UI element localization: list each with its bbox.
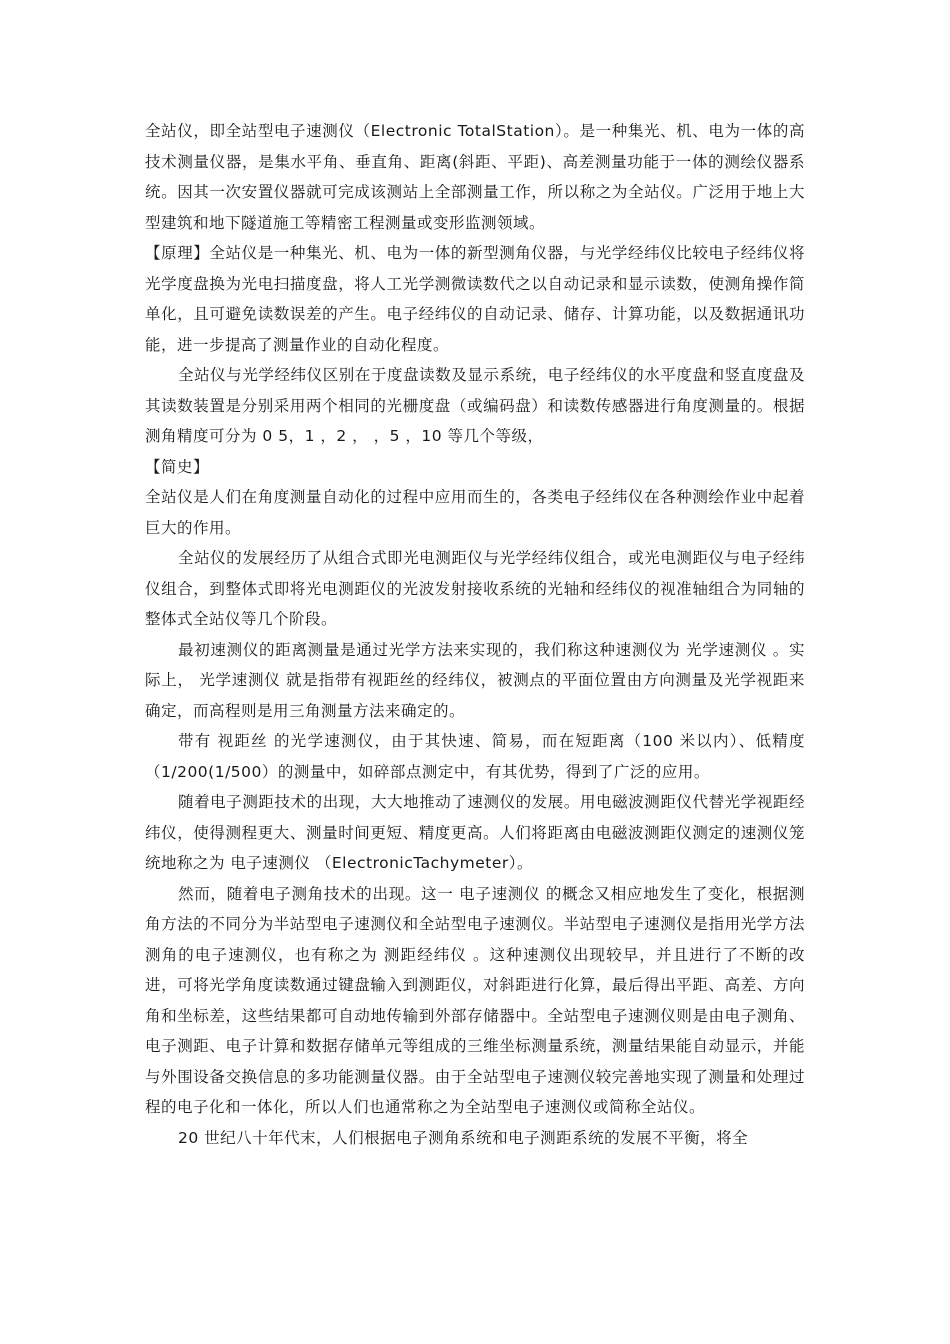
history-paragraph-5: 随着电子测距技术的出现，大大地推动了速测仪的发展。用电磁波测距仪代替光学视距经纬仪，使得测程更大、测量时间更短、精度更高。人们将距离由电磁波测距仪测定的速测仪笼统地称之为 电子速测仪 （ElectronicTachymeter）。 — [145, 793, 805, 872]
history-paragraph-2: 全站仪的发展经历了从组合式即光电测距仪与光学经纬仪组合，或光电测距仪与电子经纬仪组合，到整体式即将光电测距仪的光波发射接收系统的光轴和经纬仪的视准轴组合为同轴的整体式全站仪等几个阶段。 — [145, 549, 805, 628]
history-heading: 【简史】 — [145, 457, 210, 476]
history-paragraph-4: 带有 视距丝 的光学速测仪，由于其快速、简易，而在短距离（100 米以内）、低精度（1/200(1/500）的测量中，如碎部点测定中，有其优势，得到了广泛的应用。 — [145, 732, 805, 781]
document-body — [145, 116, 805, 1153]
history-paragraph-3: 最初速测仪的距离测量是通过光学方法来实现的，我们称这种速测仪为 光学速测仪 。实际上， 光学速测仪 就是指带有视距丝的经纬仪，被测点的平面位置由方向测量及光学视距来确定，而高程则是用三角测量方法来确定的。 — [145, 640, 805, 720]
history-paragraph-7: 20 世纪八十年代末，人们根据电子测角系统和电子测距系统的发展不平衡，将全 — [178, 1128, 749, 1147]
history-paragraph-6: 然而，随着电子测角技术的出现。这一 电子速测仪 的概念又相应地发生了变化，根据测角方法的不同分为半站型电子速测仪和全站型电子速测仪。半站型电子速测仪是指用光学方法测角的电子速测仪，也有称之为 测距经纬仪 。这种速测仪出现较早，并且进行了不断的改进，可将光学角度读数通过键盘输入到测距仪，对斜距进行化算，最后得出平距、高差、方向角和坐标差，这些结果都可自动地传输到外部存储器中。全站型电子速测仪则是由电子测角、电子测距、电子计算和数据存储单元等组成的三维坐标测量系统，测量结果能自动显示，并能与外围设备交换信息的多功能测量仪器。由于全站型电子速测仪较完善地实现了测量和处理过程的电子化和一体化，所以人们也通常称之为全站型电子速测仪或简称全站仪。 — [145, 884, 805, 1116]
difference-paragraph: 全站仪与光学经纬仪区别在于度盘读数及显示系统，电子经纬仪的水平度盘和竖直度盘及其读数装置是分别采用两个相同的光栅度盘（或编码盘）和读数传感器进行角度测量的。根据测角精度可分为 0 5，1 ，2 ， ，5 ，10 等几个等级， — [145, 366, 805, 445]
principle-paragraph: 【原理】全站仪是一种集光、机、电为一体的新型测角仪器，与光学经纬仪比较电子经纬仪将光学度盘换为光电扫描度盘，将人工光学测微读数代之以自动记录和显示读数，使测角操作简单化，且可避免读数误差的产生。电子经纬仪的自动记录、储存、计算功能，以及数据通讯功能，进一步提高了测量作业的自动化程度。 — [145, 244, 805, 354]
intro-paragraph: 全站仪，即全站型电子速测仪（Electronic TotalStation）。是一种集光、机、电为一体的高技术测量仪器，是集水平角、垂直角、距离(斜距、平距)、高差测量功能于一体的测绘仪器系统。因其一次安置仪器就可完成该测站上全部测量工作，所以称之为全站仪。广泛用于地上大型建筑和地下隧道施工等精密工程测量或变形监测领域。 — [145, 122, 805, 232]
history-paragraph-1: 全站仪是人们在角度测量自动化的过程中应用而生的，各类电子经纬仪在各种测绘作业中起着巨大的作用。 — [145, 488, 805, 537]
